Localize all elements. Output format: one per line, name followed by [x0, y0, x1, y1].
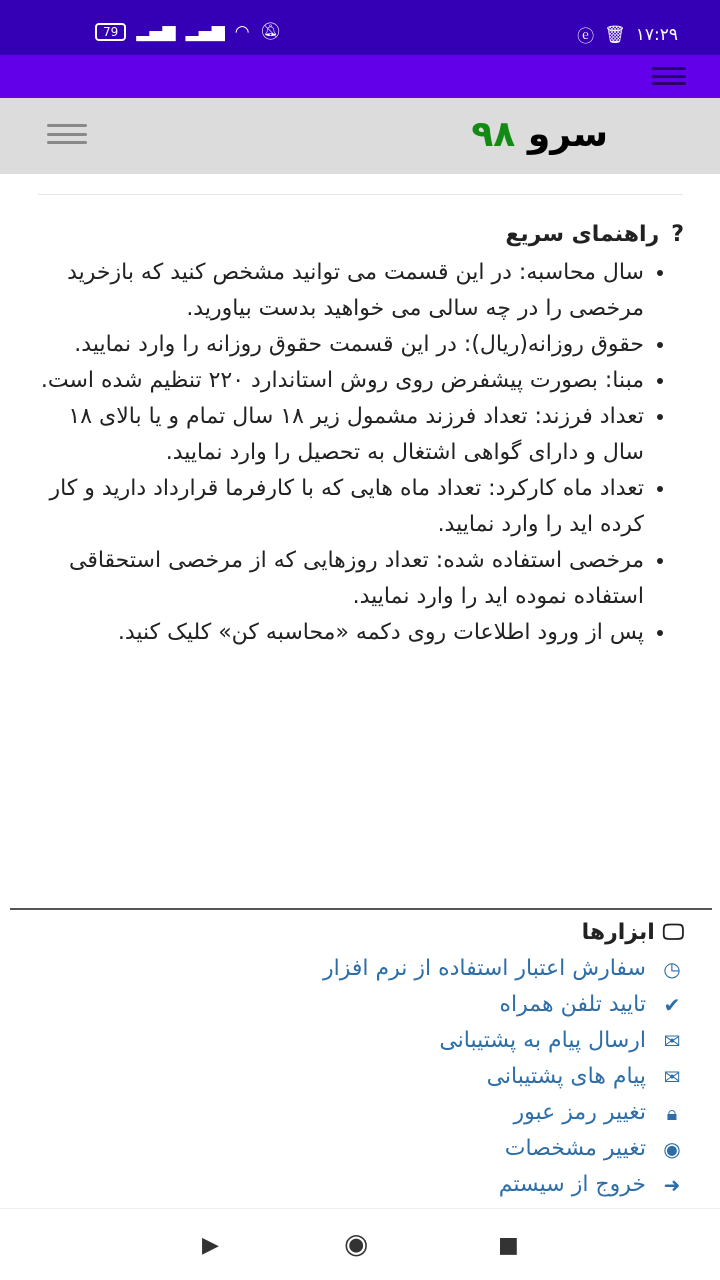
clock-time: ۱۷:۲۹ [635, 24, 678, 45]
tool-link-edit-profile[interactable]: ◉ تغییر مشخصات [84, 1131, 684, 1167]
wifi-icon: ◠ [234, 22, 250, 42]
clock-icon: ◷ [663, 957, 681, 981]
nav-toggle-icon[interactable] [47, 124, 87, 144]
signal-icon: ▂▄▆ [185, 22, 225, 42]
quick-guide [34, 222, 684, 651]
site-header [0, 98, 720, 174]
lock-icon: 🔒︎ [666, 1101, 678, 1125]
app-bar [0, 55, 720, 98]
guide-item: • تعداد فرزند: تعداد فرزند مشمول زیر ۱۸ سال تمام و یا بالای ۱۸ سال و دارای گواهی اشتغال به تحصیل را وارد نمایید. [34, 399, 644, 471]
guide-item: • حقوق روزانه(ریال): در این قسمت حقوق روزانه را وارد نمایید. [34, 327, 644, 363]
signal-icon: ▂▄▆ [136, 22, 176, 42]
trash-icon: 🗑︎ [604, 24, 626, 45]
guide-item: • تعداد ماه کارکرد: تعداد ماه هایی که با کارفرما قرارداد دارید و کار کرده اید را وارد نمایید. [34, 471, 644, 543]
bell-off-icon: 🔕︎ [259, 22, 282, 42]
tools-section [84, 920, 684, 1203]
recents-button[interactable]: ■ [498, 1233, 519, 1258]
tool-link-verify-phone[interactable]: ✔ تایید تلفن همراه [84, 987, 684, 1023]
tool-link-order-credit[interactable]: ◷ سفارش اعتبار استفاده از نرم افزار [84, 951, 684, 987]
question-icon: ? [671, 222, 684, 247]
divider [38, 194, 683, 195]
system-nav-bar [0, 1208, 720, 1280]
tools-title: ابزارها [581, 920, 655, 945]
home-button[interactable]: ◉ [344, 1227, 369, 1260]
user-icon: ◉ [663, 1137, 681, 1161]
divider [10, 908, 712, 910]
monitor-icon: 🖵 [662, 920, 684, 945]
check-circle-icon: ✔ [663, 993, 681, 1017]
battery-icon: 79 [95, 23, 126, 41]
app-icon: ⓔ [577, 27, 595, 47]
menu-icon[interactable] [652, 67, 686, 85]
guide-item: • مبنا: بصورت پیشفرض روی روش استاندارد ۲۲۰ تنظیم شده است. [34, 363, 644, 399]
tool-link-logout[interactable]: ➜ خروج از سیستم [84, 1167, 684, 1203]
guide-item: • سال محاسبه: در این قسمت می توانید مشخص کنید که بازخرید مرخصی را در چه سالی می خواهید بدست بیاورید. [34, 255, 644, 327]
guide-item: • پس از ورود اطلاعات روی دکمه «محاسبه کن» کلیک کنید. [34, 615, 644, 651]
logo[interactable]: سرو ۹۸ [471, 114, 608, 155]
tool-link-support-messages[interactable]: ✉ پیام های پشتیبانی [84, 1059, 684, 1095]
tool-link-send-message[interactable]: ✉ ارسال پیام به پشتیبانی [84, 1023, 684, 1059]
status-bar [0, 0, 720, 55]
sign-out-icon: ➜ [663, 1173, 681, 1197]
envelope-icon: ✉ [663, 1029, 681, 1053]
guide-item: • مرخصی استفاده شده: تعداد روزهایی که از مرخصی استحقاقی استفاده نموده اید را وارد نمایید. [34, 543, 644, 615]
guide-title: راهنمای سریع [505, 222, 660, 247]
back-button[interactable]: ▶ [202, 1233, 219, 1258]
tool-link-change-password[interactable]: 🔒︎ تغییر رمز عبور [84, 1095, 684, 1131]
envelope-outline-icon: ✉ [663, 1065, 681, 1089]
